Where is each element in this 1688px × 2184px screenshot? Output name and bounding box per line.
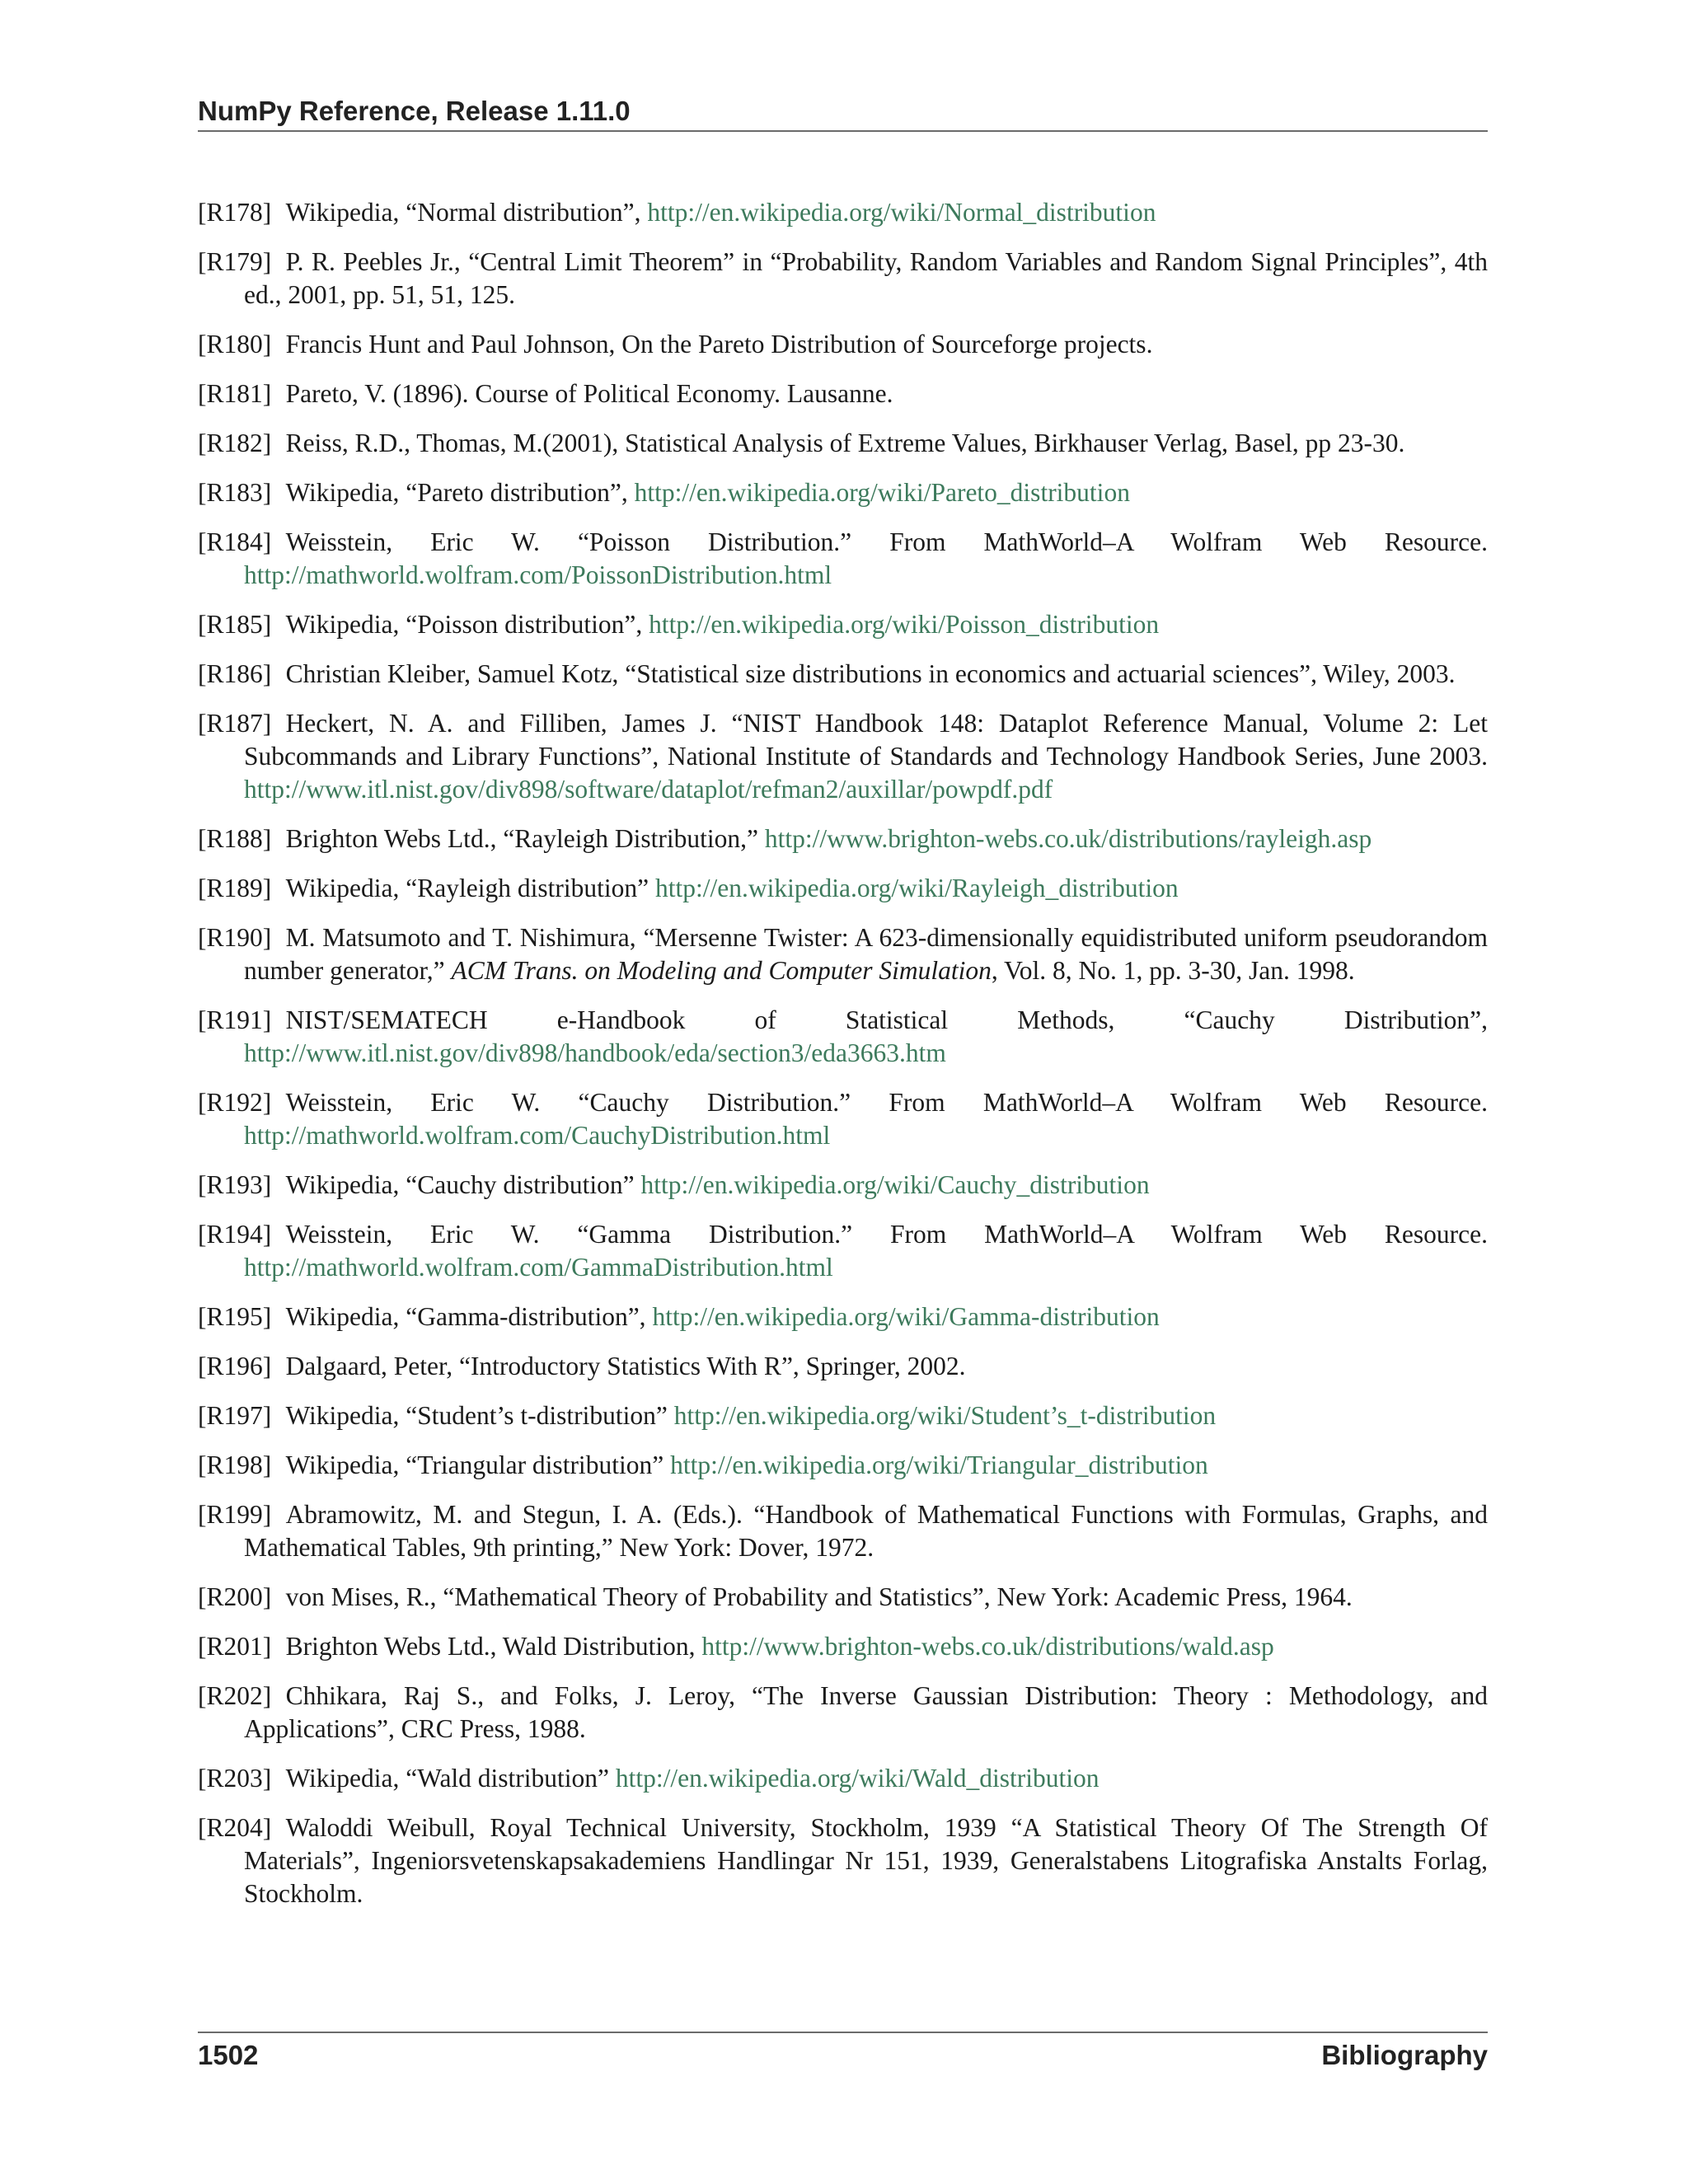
reference-journal: ACM Trans. on Modeling and Computer Simulation (451, 956, 992, 985)
reference-label: [R183] (198, 478, 272, 507)
reference-label: [R201] (198, 1632, 272, 1661)
reference-item (198, 1169, 1488, 1202)
reference-label: [R179] (198, 247, 272, 276)
reference-text: Christian Kleiber, Samuel Kotz, “Statistical size distributions in economics and actuarial sciences”, Wiley, 2003. (285, 659, 1456, 688)
reference-text: Pareto, V. (1896). Course of Political Economy. Lausanne. (285, 379, 893, 408)
reference-label: [R203] (198, 1764, 272, 1793)
reference-item (198, 328, 1488, 361)
reference-text: Wikipedia, “Pareto distribution”, (285, 478, 635, 507)
reference-label: [R187] (198, 709, 272, 738)
reference-text: Wikipedia, “Poisson distribution”, (285, 610, 649, 639)
reference-text: Wikipedia, “Triangular distribution” (285, 1451, 671, 1479)
reference-item (198, 707, 1488, 806)
reference-label: [R199] (198, 1500, 272, 1529)
reference-label: [R182] (198, 429, 272, 457)
reference-item (198, 1004, 1488, 1070)
page-footer (198, 2032, 1488, 2070)
reference-item (198, 1301, 1488, 1333)
reference-item (198, 1086, 1488, 1152)
reference-text: Weisstein, Eric W. “Gamma Distribution.” From MathWorld–A Wolfram Web Resource. (285, 1220, 1488, 1249)
reference-text: Wikipedia, “Student’s t-distribution” (285, 1401, 674, 1430)
reference-label: [R192] (198, 1088, 272, 1117)
reference-label: [R189] (198, 874, 272, 902)
reference-text: Weisstein, Eric W. “Poisson Distribution.” From MathWorld–A Wolfram Web Resource. (285, 527, 1488, 556)
reference-link[interactable]: http://www.itl.nist.gov/div898/handbook/eda/section3/eda3663.htm (244, 1038, 946, 1067)
reference-item (198, 476, 1488, 509)
reference-text: Francis Hunt and Paul Johnson, On the Pareto Distribution of Sourceforge projects. (285, 330, 1153, 359)
reference-link[interactable]: http://www.brighton-webs.co.uk/distributions/wald.asp (701, 1632, 1274, 1661)
reference-link[interactable]: http://www.brighton-webs.co.uk/distributions/rayleigh.asp (764, 824, 1372, 853)
reference-item (198, 1449, 1488, 1482)
reference-label: [R180] (198, 330, 272, 359)
reference-text: Heckert, N. A. and Filliben, James J. “NIST Handbook 148: Dataplot Reference Manual, Volume 2: Let Subcommands and Library Functions”, National Institute of Standards and Technology Handbook Series, June 2003. (244, 709, 1488, 771)
reference-item (198, 921, 1488, 987)
reference-label: [R193] (198, 1170, 272, 1199)
reference-item (198, 196, 1488, 229)
reference-item (198, 1350, 1488, 1383)
reference-text: Reiss, R.D., Thomas, M.(2001), Statistical Analysis of Extreme Values, Birkhauser Verlag, Basel, pp 23-30. (285, 429, 1405, 457)
reference-text-tail: , Vol. 8, No. 1, pp. 3-30, Jan. 1998. (991, 956, 1355, 985)
reference-link[interactable]: http://en.wikipedia.org/wiki/Wald_distribution (615, 1764, 1100, 1793)
reference-label: [R191] (198, 1005, 272, 1034)
reference-item (198, 526, 1488, 592)
reference-text: Chhikara, Raj S., and Folks, J. Leroy, “The Inverse Gaussian Distribution: Theory : Methodology, and Applications”, CRC Press, 1988. (244, 1681, 1488, 1743)
reference-text: NIST/SEMATECH e-Handbook of Statistical Methods, “Cauchy Distribution”, (285, 1005, 1488, 1034)
reference-link[interactable]: http://en.wikipedia.org/wiki/Triangular_distribution (670, 1451, 1208, 1479)
reference-item (198, 1762, 1488, 1795)
reference-text: Brighton Webs Ltd., Wald Distribution, (285, 1632, 702, 1661)
reference-link[interactable]: http://mathworld.wolfram.com/PoissonDistribution.html (244, 560, 832, 589)
reference-item (198, 1399, 1488, 1432)
reference-link[interactable]: http://en.wikipedia.org/wiki/Pareto_distribution (634, 478, 1130, 507)
reference-item (198, 427, 1488, 460)
reference-item (198, 608, 1488, 641)
bibliography-list (198, 196, 1488, 1927)
reference-label: [R184] (198, 527, 272, 556)
reference-label: [R194] (198, 1220, 272, 1249)
header-title: NumPy Reference, Release 1.11.0 (198, 96, 631, 126)
reference-label: [R202] (198, 1681, 272, 1710)
reference-label: [R188] (198, 824, 272, 853)
reference-item (198, 1680, 1488, 1746)
reference-text: Waloddi Weibull, Royal Technical University, Stockholm, 1939 “A Statistical Theory Of The Strength Of Materials”, Ingeniorsvetenskapsakademiens Handlingar Nr 151, 1939, Generalstabens Litografiska Anstalts Forlag, Stockholm. (244, 1813, 1488, 1908)
reference-text: Abramowitz, M. and Stegun, I. A. (Eds.). “Handbook of Mathematical Functions with Formulas, Graphs, and Mathematical Tables, 9th printing,” New York: Dover, 1972. (244, 1500, 1488, 1562)
reference-item (198, 1581, 1488, 1614)
reference-text: Wikipedia, “Normal distribution”, (285, 198, 648, 227)
reference-text: Wikipedia, “Rayleigh distribution” (285, 874, 655, 902)
reference-item (198, 1811, 1488, 1910)
reference-text: M. Matsumoto and T. Nishimura, “Mersenne Twister: A 623-dimensionally equidistributed uniform pseudorandom number generator,” (244, 923, 1488, 985)
reference-item (198, 377, 1488, 410)
reference-item (198, 1218, 1488, 1284)
reference-link[interactable]: http://www.itl.nist.gov/div898/software/dataplot/refman2/auxillar/powpdf.pdf (244, 775, 1053, 804)
reference-item (198, 823, 1488, 855)
reference-label: [R181] (198, 379, 272, 408)
page-number: 1502 (198, 2040, 259, 2070)
reference-label: [R186] (198, 659, 272, 688)
reference-item (198, 1630, 1488, 1663)
reference-label: [R185] (198, 610, 272, 639)
reference-label: [R190] (198, 923, 272, 952)
reference-text: von Mises, R., “Mathematical Theory of Probability and Statistics”, New York: Academic Press, 1964. (285, 1582, 1353, 1611)
reference-link[interactable]: http://en.wikipedia.org/wiki/Student’s_t-distribution (673, 1401, 1217, 1430)
reference-link[interactable]: http://en.wikipedia.org/wiki/Cauchy_distribution (640, 1170, 1150, 1199)
document-page (198, 0, 1488, 2184)
reference-label: [R196] (198, 1352, 272, 1380)
reference-item (198, 246, 1488, 312)
reference-text: Wikipedia, “Gamma-distribution”, (285, 1302, 653, 1331)
reference-label: [R178] (198, 198, 272, 227)
reference-label: [R204] (198, 1813, 272, 1842)
reference-label: [R195] (198, 1302, 272, 1331)
reference-label: [R198] (198, 1451, 272, 1479)
reference-item (198, 1498, 1488, 1564)
reference-text: Wikipedia, “Wald distribution” (285, 1764, 616, 1793)
reference-text: P. R. Peebles Jr., “Central Limit Theorem” in “Probability, Random Variables and Random Signal Principles”, 4th ed., 2001, pp. 51, 51, 125. (244, 247, 1488, 309)
reference-text: Brighton Webs Ltd., “Rayleigh Distribution,” (285, 824, 765, 853)
reference-label: [R200] (198, 1582, 272, 1611)
reference-item (198, 872, 1488, 905)
reference-text: Weisstein, Eric W. “Cauchy Distribution.” From MathWorld–A Wolfram Web Resource. (285, 1088, 1488, 1117)
footer-section-title: Bibliography (1321, 2040, 1488, 2070)
page-header (198, 92, 1488, 132)
reference-link[interactable]: http://mathworld.wolfram.com/CauchyDistribution.html (244, 1121, 831, 1150)
reference-item (198, 658, 1488, 691)
reference-text: Wikipedia, “Cauchy distribution” (285, 1170, 641, 1199)
reference-link[interactable]: http://en.wikipedia.org/wiki/Normal_distribution (647, 198, 1156, 227)
reference-link[interactable]: http://en.wikipedia.org/wiki/Poisson_distribution (649, 610, 1160, 639)
reference-link[interactable]: http://en.wikipedia.org/wiki/Rayleigh_distribution (654, 874, 1179, 902)
reference-link[interactable]: http://mathworld.wolfram.com/GammaDistribution.html (244, 1253, 833, 1282)
reference-text: Dalgaard, Peter, “Introductory Statistics With R”, Springer, 2002. (285, 1352, 966, 1380)
reference-link[interactable]: http://en.wikipedia.org/wiki/Gamma-distribution (652, 1302, 1160, 1331)
reference-label: [R197] (198, 1401, 272, 1430)
